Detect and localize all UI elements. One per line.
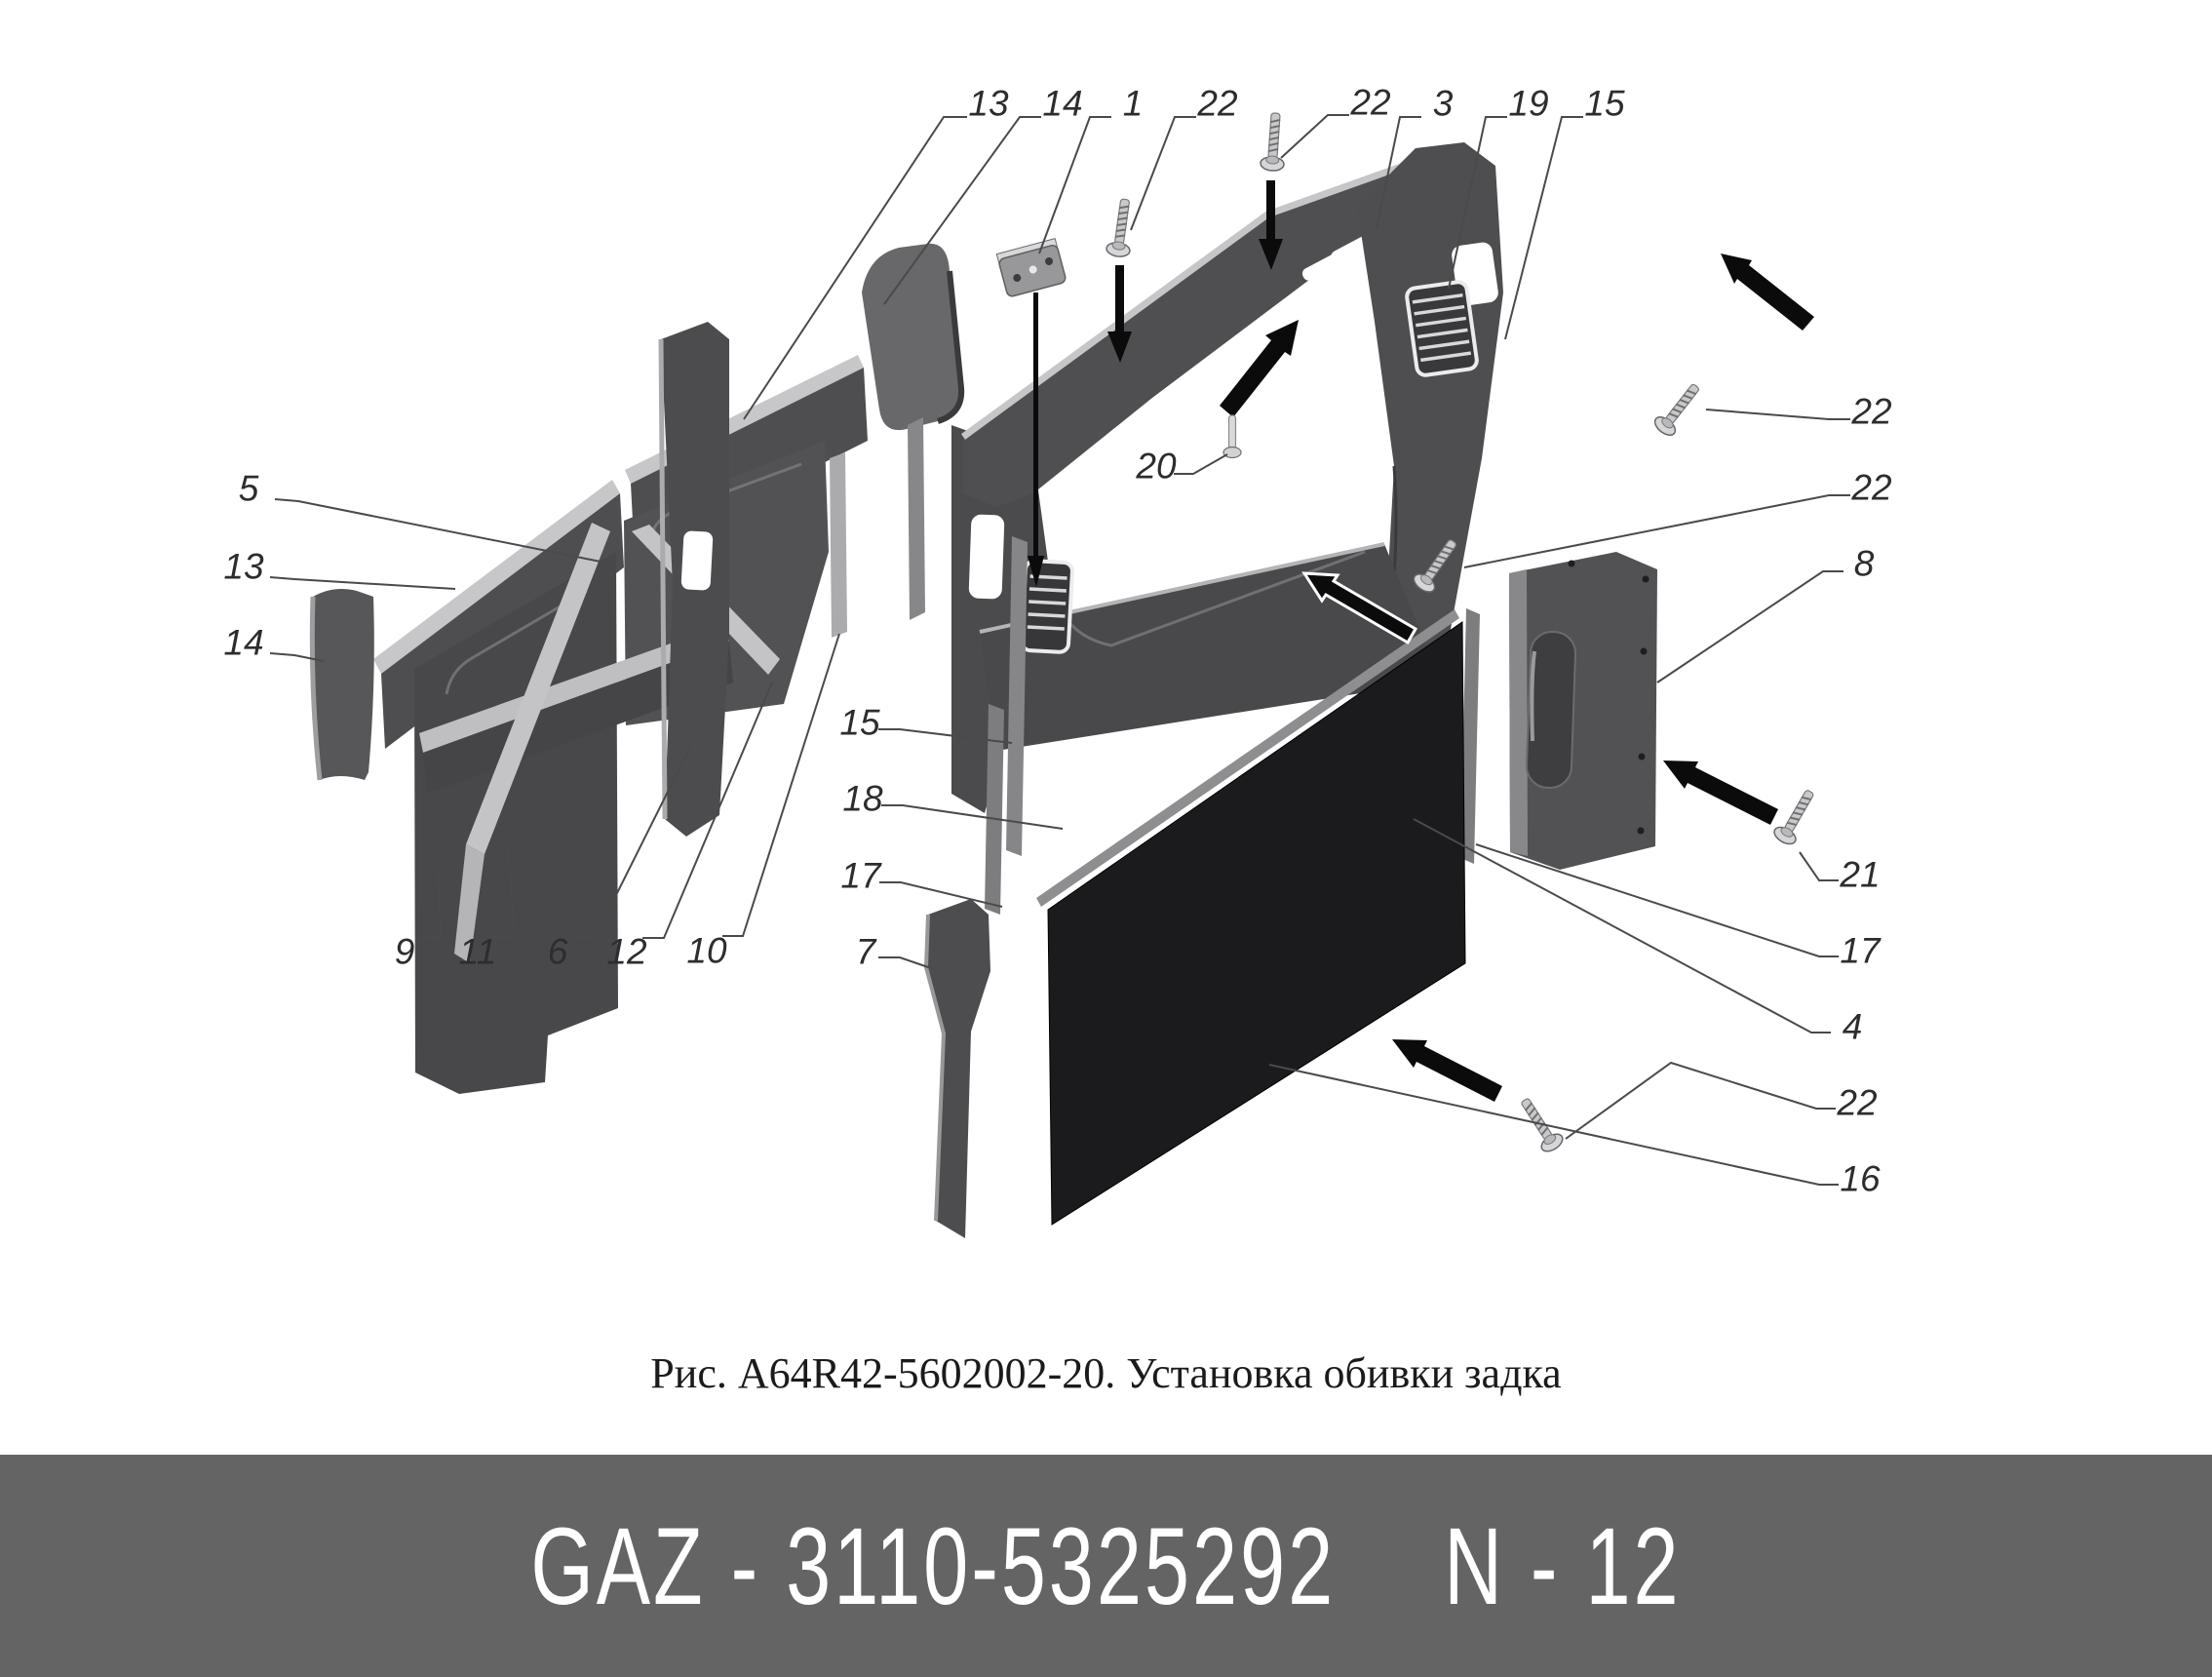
footer-text [530, 1503, 1681, 1629]
vent-grille-left [1022, 561, 1073, 652]
bracket-1 [996, 239, 1067, 297]
callout-11: 11 [458, 931, 497, 972]
callout-5: 5 [238, 468, 259, 509]
callout-22: 22 [1197, 83, 1238, 124]
screw-20 [1223, 415, 1241, 458]
callout-13: 13 [223, 546, 264, 587]
footer-bar [0, 1455, 2212, 1677]
frame-left-pillar-cutout [969, 514, 1005, 599]
callout-15: 15 [1584, 83, 1625, 124]
screw-21 [1771, 786, 1820, 847]
arrow-panel-16 [1392, 1039, 1502, 1102]
arrow-pillar-top [1721, 254, 1814, 331]
callout-6: 6 [547, 931, 568, 972]
callout-8: 8 [1853, 543, 1875, 584]
callout-7: 7 [855, 931, 876, 972]
callout-15: 15 [839, 702, 880, 743]
left-corner-trim-rim [661, 339, 665, 819]
callout-1: 1 [1122, 83, 1144, 124]
callout-20: 20 [1136, 446, 1177, 487]
callout-14: 14 [1042, 83, 1083, 124]
callout-14: 14 [223, 622, 264, 663]
corner-pad-top [862, 244, 961, 430]
callout-22: 22 [1851, 467, 1892, 508]
callout-12: 12 [606, 931, 647, 972]
callout-16: 16 [1840, 1158, 1881, 1199]
callout-19: 19 [1508, 83, 1549, 124]
callout-18: 18 [842, 778, 883, 819]
callout-17: 17 [1840, 930, 1881, 971]
callout-4: 4 [1842, 1006, 1863, 1047]
arrow-panel-8 [1663, 760, 1778, 825]
callout-3: 3 [1432, 83, 1454, 124]
screw-22-right-top [1651, 379, 1705, 439]
callout-9: 9 [394, 931, 415, 972]
callout-22: 22 [1851, 391, 1892, 432]
footer-part-number: GAZ - 3110-5325292 [530, 1504, 1337, 1627]
vertical-strip-10 [830, 452, 847, 638]
figure-caption: Рис. А64R42-5602002-20. Установка обивки задка [650, 1349, 1562, 1397]
callout-10: 10 [686, 930, 727, 971]
callout-17: 17 [840, 855, 881, 896]
screw-22-b [1261, 112, 1288, 172]
thin-strip-left [908, 417, 925, 620]
frame-top-rail [963, 166, 1427, 507]
callout-21: 21 [1840, 854, 1881, 895]
callout-22: 22 [1350, 82, 1391, 123]
corner-flap-14 [312, 589, 374, 780]
side-panel-8 [1509, 552, 1657, 870]
callout-13: 13 [968, 83, 1009, 124]
footer-sheet-number: N - 12 [1444, 1504, 1682, 1627]
vent-grille-19 [1406, 281, 1478, 376]
left-corner-trim-cutout [680, 530, 713, 590]
callout-22: 22 [1837, 1082, 1878, 1123]
